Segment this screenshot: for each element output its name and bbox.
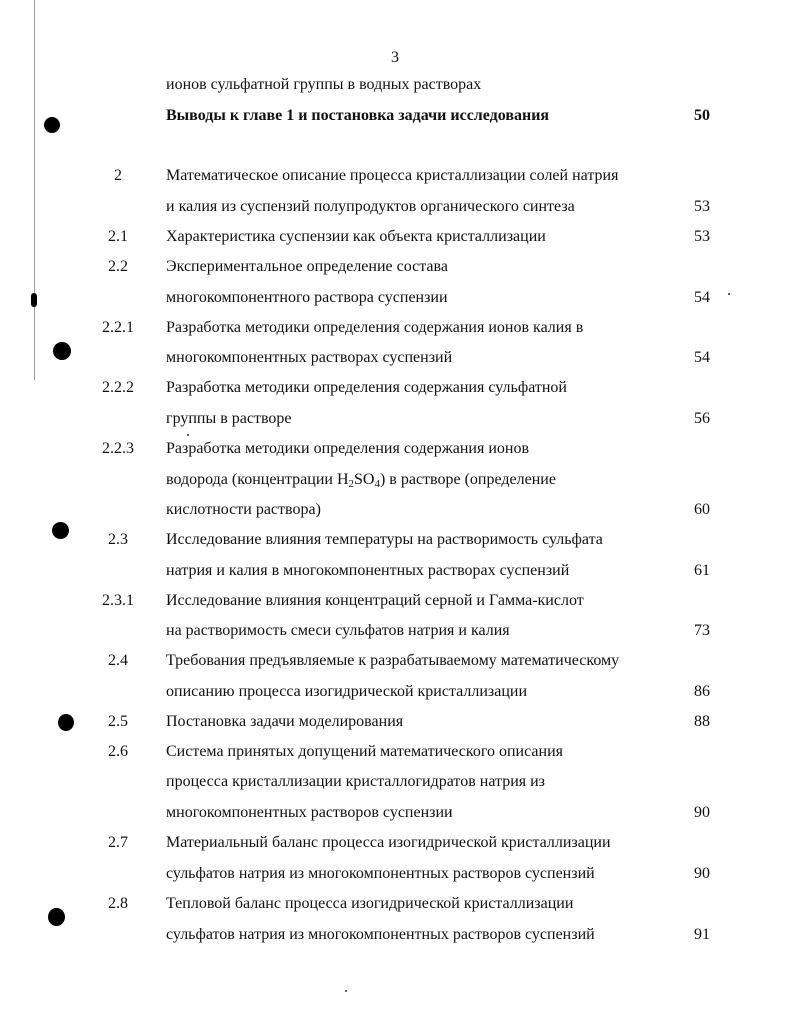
toc-entry-text: многокомпонентного раствора суспензии — [166, 289, 448, 306]
toc-section-number: 2.2.3 — [102, 440, 134, 457]
toc-section-number: 2.7 — [108, 834, 128, 851]
toc-section-number: 2.1 — [108, 228, 128, 245]
toc-entry-text: Математическое описание процесса кристаллизации солей натрия — [166, 167, 619, 184]
toc-entry-text: описанию процесса изогидрической кристаллизации — [166, 683, 528, 700]
scan-speck — [187, 434, 189, 436]
hole-punch-mark — [44, 117, 60, 133]
formula-subscript: 2 — [348, 478, 355, 490]
hole-punch-mark — [52, 522, 69, 539]
toc-entry-text: Исследование влияния концентраций серной и Гамма-кислот — [166, 592, 584, 609]
toc-page-number: 53 — [694, 198, 710, 215]
toc-entry-text: Разработка методики определения содержания ионов — [166, 440, 530, 457]
toc-entry-text: группы в растворе — [166, 410, 292, 427]
toc-section-number: 2.2.2 — [102, 379, 134, 396]
scan-margin-line — [34, 0, 35, 380]
toc-section-number: 2 — [114, 167, 122, 184]
toc-entry-text: Исследование влияния температуры на растворимость сульфата — [166, 531, 603, 548]
toc-entry-text: Разработка методики определения содержания ионов калия в — [166, 319, 584, 336]
toc-section-number: 2.3 — [108, 531, 128, 548]
toc-entry-text: сульфатов натрия из многокомпонентных растворов суспензий — [166, 865, 595, 882]
toc-entry-text: сульфатов натрия из многокомпонентных растворов суспензий — [166, 926, 595, 943]
toc-entry-text: Разработка методики определения содержания сульфатной — [166, 379, 567, 396]
toc-page-number: 90 — [694, 804, 710, 821]
toc-page-number: 54 — [694, 289, 710, 306]
page-number: 3 — [391, 49, 399, 66]
toc-page-number: 73 — [694, 622, 710, 639]
scan-speck — [728, 293, 730, 295]
toc-section-number: 2.5 — [108, 713, 128, 730]
toc-entry-text: натрия и калия в многокомпонентных растворах суспензий — [166, 562, 570, 579]
toc-page-number: 91 — [694, 926, 710, 943]
toc-section-number: 2.2.1 — [102, 319, 134, 336]
scan-speck — [345, 990, 347, 992]
toc-entry-text-formula — [166, 469, 556, 491]
toc-section-number: 2.4 — [108, 652, 128, 669]
toc-entry-text: многокомпонентных растворов суспензии — [166, 804, 453, 821]
formula-subscript: 4 — [374, 478, 380, 490]
hole-punch-mark — [53, 342, 71, 360]
toc-entry-text: кислотности раствора) — [166, 501, 321, 518]
toc-section-number: 2.8 — [108, 895, 128, 912]
toc-page-number: 86 — [694, 683, 710, 700]
toc-page-number: 90 — [694, 865, 710, 882]
toc-section-number: 2.2 — [108, 258, 128, 275]
toc-entry-text: Система принятых допущений математического описания — [166, 743, 563, 760]
toc-page-number: 56 — [694, 410, 710, 427]
toc-page-number: 50 — [694, 107, 710, 124]
formula-mid: SO — [354, 471, 375, 488]
toc-entry-text: Требования предъявляемые к разрабатываемому математическому — [166, 652, 620, 669]
toc-entry-text: ионов сульфатной группы в водных растворах — [166, 76, 482, 93]
toc-entry-text: многокомпонентных растворах суспензий — [166, 349, 453, 366]
toc-entry-text: Постановка задачи моделирования — [166, 713, 404, 730]
toc-page-number: 53 — [694, 228, 710, 245]
toc-entry-text: Характеристика суспензии как объекта кристаллизации — [166, 228, 546, 245]
toc-page-number: 61 — [694, 562, 710, 579]
toc-entry-text: Выводы к главе 1 и постановка задачи исследования — [166, 107, 550, 124]
hole-punch-mark — [58, 714, 74, 731]
toc-section-number: 2.6 — [108, 743, 128, 760]
toc-page-number: 60 — [694, 501, 710, 518]
toc-page-number: 88 — [694, 713, 710, 730]
toc-entry-text: Материальный баланс процесса изогидрической кристаллизации — [166, 834, 611, 851]
toc-entry-text: процесса кристаллизации кристаллогидратов натрия из — [166, 773, 545, 790]
toc-page-number: 54 — [694, 349, 710, 366]
formula-suffix: ) в растворе (определение — [379, 471, 556, 488]
toc-entry-text: на растворимость смеси сульфатов натрия и калия — [166, 622, 510, 639]
toc-entry-text: Экспериментальное определение состава — [166, 258, 448, 275]
formula-prefix: водорода (концентрации H — [166, 471, 349, 488]
hole-punch-mark — [48, 908, 65, 926]
toc-entry-text: Тепловой баланс процесса изогидрической кристаллизации — [166, 895, 574, 912]
toc-section-number: 2.3.1 — [102, 592, 134, 609]
toc-entry-text: и калия из суспензий полупродуктов органического синтеза — [166, 198, 575, 215]
hole-punch-mark — [31, 293, 37, 307]
